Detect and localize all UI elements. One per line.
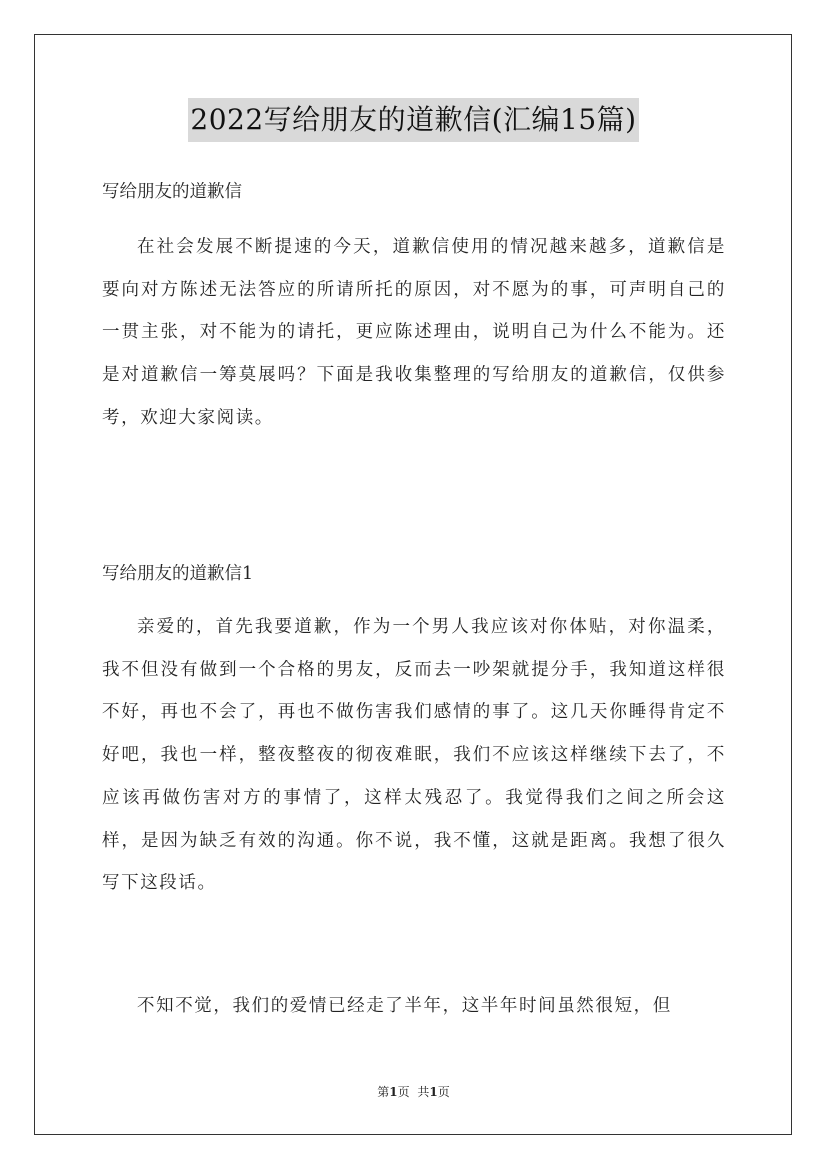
page-footer <box>0 1083 827 1101</box>
intro-paragraph: 在社会发展不断提速的今天，道歉信使用的情况越来越多，道歉信是要向对方陈述无法答应的所请所托的原因，对不愿为的事，可声明自己的一贯主张，对不能为的请托，更应陈述理由，说明自己为什么不能为。还是对道歉信一筹莫展吗？下面是我收集整理的写给朋友的道歉信，仅供参考，欢迎大家阅读。 <box>102 237 726 428</box>
footer-total-prefix: 共 <box>417 1085 430 1099</box>
footer-page-number: 1 <box>389 1085 398 1099</box>
section1-heading: 写给朋友的道歉信1 <box>102 564 254 584</box>
document-title: 2022写给朋友的道歉信(汇编15篇) <box>188 98 638 142</box>
intro-heading: 写给朋友的道歉信 <box>102 182 242 202</box>
footer-page-suffix: 页 <box>397 1085 410 1099</box>
title-container <box>0 98 827 142</box>
section1-paragraph1: 亲爱的，首先我要道歉，作为一个男人我应该对你体贴，对你温柔，我不但没有做到一个合格的男友，反而去一吵架就提分手，我知道这样很不好，再也不会了，再也不做伤害我们感情的事了。这几天你睡得肯定不好吧，我也一样，整夜整夜的彻夜难眠，我们不应该这样继续下去了，不应该再做伤害对方的事情了，这样太残忍了。我觉得我们之间之所会这样，是因为缺乏有效的沟通。你不说，我不懂，这就是距离。我想了很久写下这段话。 <box>102 617 726 894</box>
footer-total-number: 1 <box>429 1085 438 1099</box>
footer-total-suffix: 页 <box>437 1085 450 1099</box>
section1-paragraph2: 不知不觉，我们的爱情已经走了半年，这半年时间虽然很短，但 <box>137 996 672 1016</box>
footer-page-prefix: 第 <box>377 1085 390 1099</box>
